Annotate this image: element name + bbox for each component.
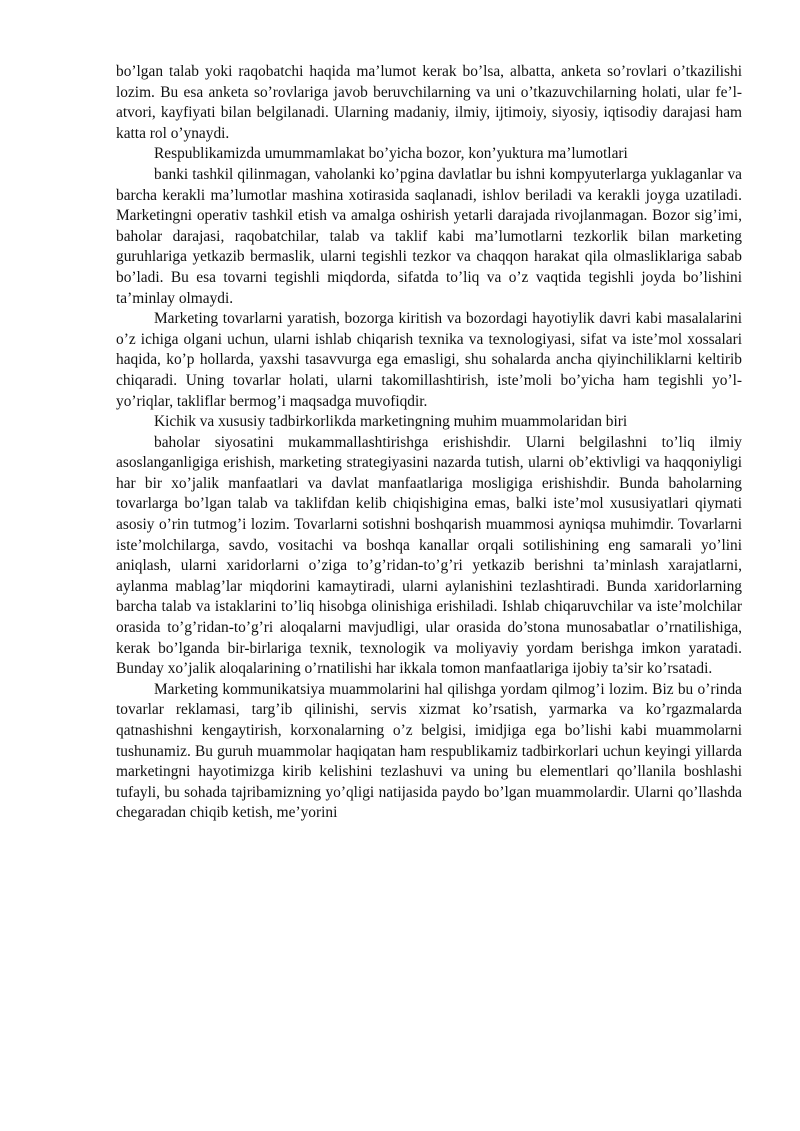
paragraph-5: Kichik va xususiy tadbirkorlikda marketingning muhim muammolaridan biri (154, 413, 628, 431)
paragraph-3: banki tashkil qilinmagan, vaholanki ko’pgina davlatlar bu ishni kompyuterlarga yuklaganlar va barcha kerakli ma’lumotlar mashina xotirasida saqlanadi, ishlov beriladi va kerakli joyga uzatiladi. Marketingni operativ tashkil etish va amalga oshirish yetarli darajada rivojlanmagan. Bozor sig’imi, baholar darajasi, raqobatchilar, talab va taklif kabi ma’lumotlarni tezkorlik bilan marketing guruhlariga yetkazib bermaslik, ularni tegishli tezkor va chaqqon harakat qila olmasliklariga sabab bo’ladi. Bu esa tovarni tegishli miqdorda, sifatda to’liq va o’z vaqtida tegishli joyda bo’lishini ta’minlay olmaydi. (116, 165, 742, 307)
paragraph-4: Marketing tovarlarni yaratish, bozorga kiritish va bozordagi hayotiylik davri kabi masalalarini o’z ichiga olgani uchun, ularni ishlab chiqarish texnika va texnologiyasi, sifat va iste’mol xossalari haqida, ko’p hollarda, yaxshi tasavvurga ega emasligi, shu sohalarda ancha qiyinchiliklarni keltirib chiqaradi. Uning tovarlar holati, ularni takomillashtirish, iste’moli bo’yicha ham tegishli yo’l-yo’riqlar, takliflar bermog’i maqsadga muvofiqdir. (116, 310, 742, 410)
document-page (116, 62, 742, 824)
paragraph-7: Marketing kommunikatsiya muammolarini hal qilishga yordam qilmog’i lozim. Biz bu o’rinda tovarlar reklamasi, targ’ib qilinishi, servis xizmat ko’rsatish, yarmarka va ko’rgazmalarda qatnashishni kengaytirish, korxonalarning o’z belgisi, imidjiga ega bo’lishi kabi muammolarni tushunamiz. Bu guruh muammolar haqiqatan ham respublikamiz tadbirkorlari uchun keyingi yillarda marketingni hayotimizga kirib kelishini tezlashuvi va uning bu elementlari qo’llanila boshlashi tufayli, bu sohada tajribamizning yo’qligi natijasida paydo bo’lgan muammolardir. Ularni qo’llashda chegaradan chiqib ketish, me’yorini (116, 680, 742, 822)
paragraph-6: baholar siyosatini mukammallashtirishga erishishdir. Ularni belgilashni to’liq ilmiy asoslanganligiga erishish, marketing strategiyasini nazarda tutish, ularni ob’ektivligi va haqqoniyligi har bir xo’jalik manfaatlari va davlat manfaatlariga mosligiga erishishdir. Bunda baholarning tovarlarga bo’lgan talab va taklifdan kelib chiqishigina emas, balki iste’mol xususiyatlari qiymati asosiy o’rin tutmog’i lozim. Tovarlarni sotishni boshqarish muammosi ayniqsa muhimdir. Tovarlarni iste’molchilarga, savdo, vositachi va boshqa kanallar orqali sotilishining eng samarali yo’lini aniqlash, ularni xaridorlarni o’ziga to’g’ridan-to’g’ri yetkazib berishni ta’minlash xarajatlarni, aylanma mablag’lar miqdorini kamaytiradi, ularni aylanishini tezlashtiradi. Bunda xaridorlarning barcha talab va istaklarini to’liq hisobga olinishiga erishiladi. Ishlab chiqaruvchilar va iste’molchilar orasida to’g’ridan-to’g’ri aloqalarni mavjudligi, ular orasida do’stona munosabatlar o’rnatilishiga, kerak bo’lganda bir-birlariga texnik, texnologik va moliyaviy yordam berishga imkon yaratadi. Bunday xo’jalik aloqalarining o’rnatilishi har ikkala tomon manfaatlariga ijobiy ta’sir ko’rsatadi. (116, 433, 742, 678)
paragraph-2: Respublikamizda umummamlakat bo’yicha bozor, kon’yuktura ma’lumotlari (154, 145, 628, 163)
paragraph-1: bo’lgan talab yoki raqobatchi haqida ma’lumot kerak bo’lsa, albatta, anketa so’rovlari o’tkazilishi lozim. Bu esa anketa so’rovlariga javob beruvchilarning va uni o’tkazuvchilarning holati, ular fe’l-atvori, kayfiyati bilan belgilanadi. Ularning madaniy, ilmiy, ijtimoiy, siyosiy, iqtisodiy darajasi ham katta rol o’ynaydi. (116, 63, 742, 142)
